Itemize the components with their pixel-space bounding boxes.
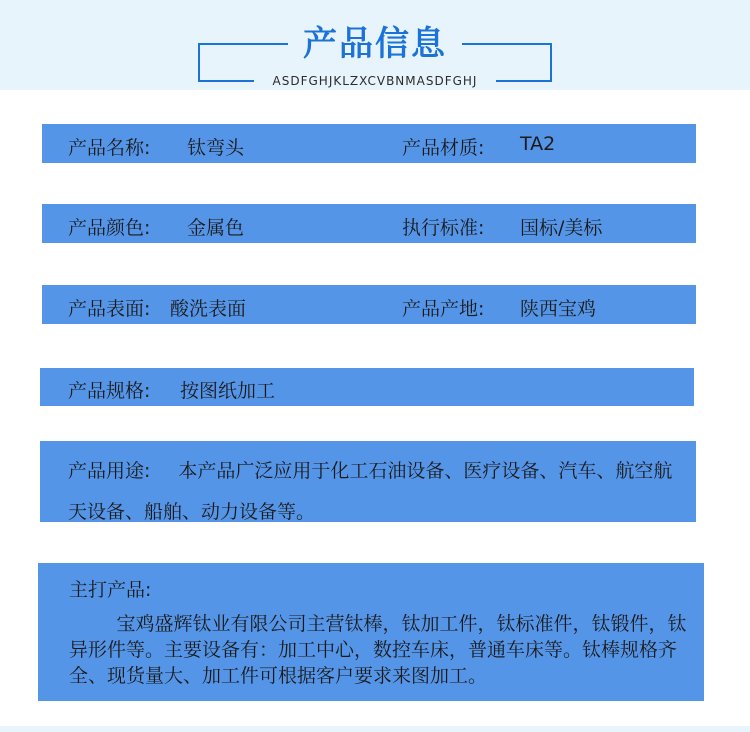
label-product-surface: 产品表面: [68,298,151,320]
info-row-color-standard [42,204,696,243]
value-usage: 本产品广泛应用于化工石油设备、医疗设备、汽车、航空航天设备、船舶、动力设备等。 [68,460,673,523]
main-products-text: 宝鸡盛辉钛业有限公司主营钛棒，钛加工件，钛标准件，钛锻件，钛异形件等。主要设备有：加工中心，数控车床，普通车床等。钛棒规格齐全、现货量大、加工件可根据客户要求来图加工。 [69,613,687,687]
label-product-spec: 产品规格: [68,380,151,402]
main-products-box [38,563,704,701]
info-row-name-material [42,124,696,163]
title-frame-bottom-left [198,80,254,82]
title-frame-bottom-right [496,80,552,82]
label-product-color: 产品颜色: [68,217,151,239]
header-banner [0,0,750,90]
info-row-usage [40,441,696,522]
title-line-left [198,43,288,45]
title-frame [198,14,552,88]
value-product-color: 金属色 [187,217,245,239]
usage-paragraph [68,451,690,533]
info-row-spec [40,368,694,406]
label-usage: 产品用途: [68,460,151,482]
label-product-material: 产品材质: [402,137,485,159]
value-product-surface: 酸洗表面 [170,298,247,320]
label-product-name: 产品名称: [68,137,151,159]
title-line-right [462,43,552,45]
title-frame-right [550,43,552,81]
label-standard: 执行标准: [402,217,485,239]
title-frame-left [198,43,200,81]
page-subtitle: ASDFGHJKLZXCVBNMASDFGHJ [272,74,478,88]
info-row-surface-origin [42,285,696,324]
label-main-products: 主打产品: [69,579,152,601]
value-product-origin: 陕西宝鸡 [520,298,597,320]
page-title: 产品信息 [303,24,447,64]
value-product-material: TA2 [520,133,556,155]
label-product-origin: 产品产地: [402,298,485,320]
value-standard: 国标/美标 [520,217,603,239]
value-product-name: 钛弯头 [187,137,245,159]
bottom-strip [0,726,750,732]
value-product-spec: 按图纸加工 [180,380,276,402]
